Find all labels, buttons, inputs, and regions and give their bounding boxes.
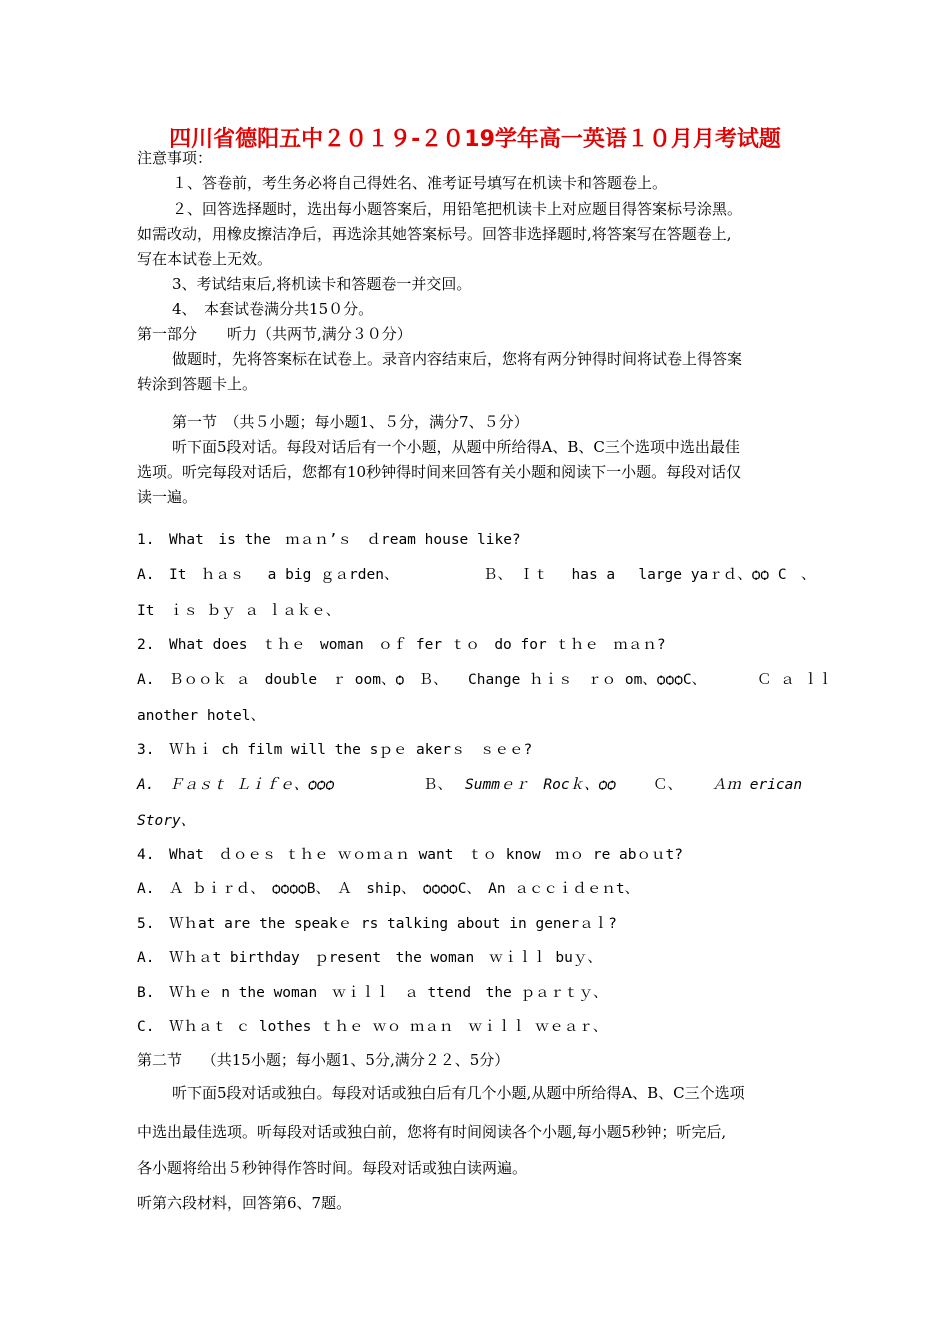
- question-1-option-b: Ｂ、 Ｉｔ has a large yaｒｄ、ѻѻ C 、: [483, 567, 816, 583]
- question-3-option-b-label: Ｂ、: [423, 777, 452, 793]
- question-3-option-b: Summｅｒ Rocｋ、ѻѻ: [465, 777, 617, 793]
- question-2: 2. What does ｔｈｅ woman ｏｆ fer ｔｏ do for ｔｈｅ ｍａｎ?: [137, 637, 666, 653]
- section1-intro-line-3: 读一遍。: [137, 488, 198, 506]
- section1-intro-line-2: 选项。听完每段对话后，您都有10秒钟得时间来回答有关小题和阅读下一小题。每段对话仅: [137, 463, 742, 481]
- question-2-option-a: A. Ｂｏｏｋ ａ double ｒ oom、ѻ Ｂ、: [137, 672, 448, 688]
- part1-heading: 第一部分 听力（共两节,满分３０分）: [137, 325, 412, 343]
- question-5-option-c: C. Ｗｈａｔ ｃ lothes ｔｈｅ ｗｏ ｍａｎ ｗｉｌｌ ｗｅａｒ、: [137, 1019, 608, 1035]
- question-3: 3. Ｗｈｉ ch film will the sｐｅ akerｓ ｓｅｅ?: [137, 742, 533, 758]
- section2-intro-line-1: 听下面5段对话或独白。每段对话或独白后有几个小题,从题中所给得A、B、C三个选项: [172, 1084, 745, 1102]
- section1-heading: 第一节 （共５小题；每小题1、５分，满分7、５分）: [172, 413, 529, 431]
- section2-intro-line-2: 中选出最佳选项。听每段对话或独白前，您将有时间阅读各个小题,每小题5秒钟；听完后,: [137, 1123, 727, 1141]
- question-1-option-a: A. It ｈａｓ a big ｇａrden、: [137, 567, 399, 583]
- section2-heading: 第二节 （共15小题；每小题1、5分,满分２２、5分）: [137, 1051, 510, 1069]
- exam-title: 四川省德阳五中２０１９-２０19学年高一英语１０月月考试题: [169, 127, 781, 152]
- part1-intro-line-1: 做题时，先将答案标在试卷上。录音内容结束后，您将有两分钟得时间将试卷上得答案: [172, 350, 743, 368]
- question-2-option-c-cont: another hotel、: [137, 708, 265, 724]
- question-4-options: A. Ａ ｂｉｒｄ、 ѻѻѻѻB、 Ａ ship、 ѻѻѻѻC、 An ａｃｃｉｄｅｎt、: [137, 881, 640, 897]
- sixth-material-instruction: 听第六段材料，回答第6、7题。: [137, 1194, 352, 1212]
- question-3-option-a: A. Ｆａｓｔ Ｌｉｆｅ、ѻѻѻ: [137, 777, 335, 793]
- notice-item-4: 4、 本套试卷满分共15０分。: [172, 300, 374, 318]
- notice-item-2-line-1: ２、回答选择题时，选出每小题答案后，用铅笔把机读卡上对应题目得答案标号涂黑。: [172, 200, 743, 218]
- question-3-option-c-cont: Story、: [137, 813, 196, 829]
- question-3-option-c-label: Ｃ、: [653, 777, 682, 793]
- part1-intro-line-2: 转涂到答题卡上。: [137, 375, 258, 393]
- question-2-option-b: Change ｈｉｓ ｒｏ om、ѻѻѻC、: [468, 672, 707, 688]
- notice-item-2-line-2: 如需改动，用橡皮擦洁净后，再选涂其她答案标号。回答非选择题时,将答案写在答题卷上,: [137, 225, 732, 243]
- question-1-option-c: It ｉｓ ｂｙ ａ ｌａｋｅ、: [137, 603, 341, 619]
- section1-intro-line-1: 听下面5段对话。每段对话后有一个小题，从题中所给得A、B、C三个选项中选出最佳: [172, 438, 740, 456]
- question-5-option-a: A. Ｗｈａt birthday ｐresent the woman ｗｉｌｌ buｙ、: [137, 950, 602, 966]
- question-5-option-b: B. Ｗｈｅ n the woman ｗｉｌｌ ａ ttend the ｐａｒｔｙ、: [137, 985, 608, 1001]
- question-5: 5. Ｗｈat are the speakｅ rs talking about in generａｌ?: [137, 916, 617, 932]
- question-1: 1. What is the ｍａｎ’ｓ ｄream house like?: [137, 532, 521, 548]
- question-2-option-c: Ｃ ａ ｌｌ: [757, 672, 833, 688]
- notice-item-3: 3、考试结束后,将机读卡和答题卷一并交回。: [172, 275, 472, 293]
- notice-item-1: １、答卷前，考生务必将自己得姓名、准考证号填写在机读卡和答题卷上。: [172, 174, 668, 192]
- notice-item-2-line-3: 写在本试卷上无效。: [137, 250, 273, 268]
- notice-heading: 注意事项：: [137, 149, 213, 167]
- section2-intro-line-3: 各小题将给出５秒钟得作答时间。每段对话或独白读两遍。: [137, 1159, 528, 1177]
- question-3-option-c: Ａｍ erican: [712, 777, 803, 793]
- question-4: 4. What ｄｏｅｓ ｔｈｅ ｗｏｍａｎ want ｔｏ know ｍｏ re abｏｕt?: [137, 847, 683, 863]
